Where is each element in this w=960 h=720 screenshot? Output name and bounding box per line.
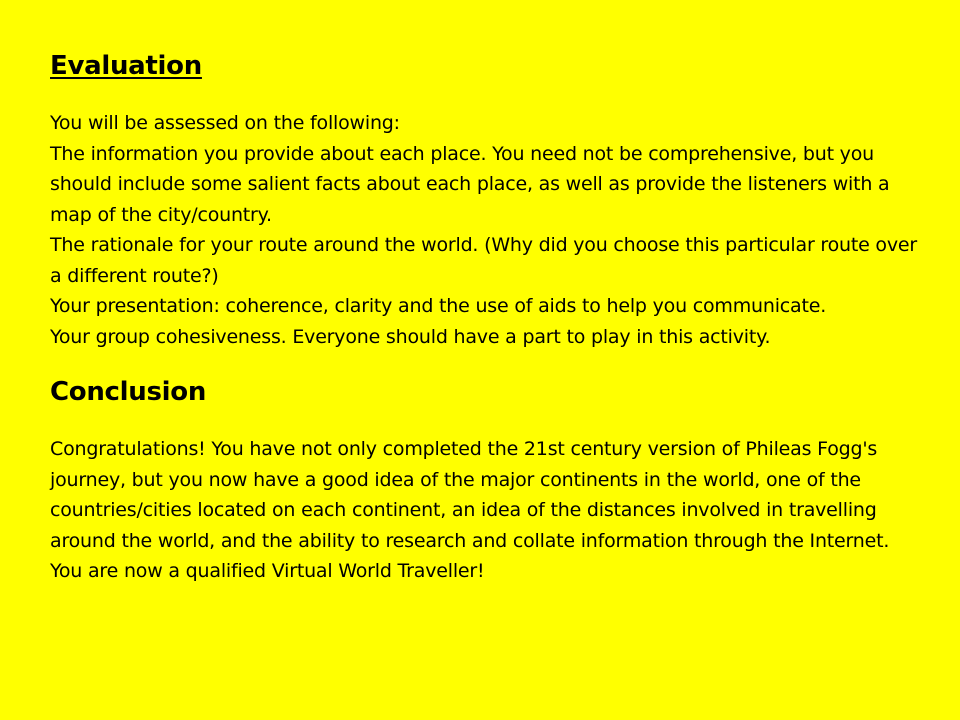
evaluation-criterion-information: The information you provide about each place. You need not be comprehensive, but you should include some salient facts about each place, as well as provide the listeners with a map of the city/country. <box>50 142 890 226</box>
evaluation-criterion-presentation: Your presentation: coherence, clarity and the use of aids to help you communicate. <box>50 295 827 317</box>
conclusion-body <box>50 434 920 587</box>
evaluation-criterion-cohesiveness: Your group cohesiveness. Everyone should have a part to play in this activity. <box>50 325 771 348</box>
section-spacer <box>50 352 920 370</box>
conclusion-closing: You are now a qualified Virtual World Traveller! <box>50 560 485 582</box>
evaluation-heading: Evaluation <box>50 51 202 81</box>
evaluation-criterion-rationale: The rationale for your route around the world. (Why did you choose this particular route over a different route?) <box>50 234 918 287</box>
evaluation-intro: You will be assessed on the following: <box>50 112 400 134</box>
evaluation-body <box>50 108 920 352</box>
conclusion-congratulations: Congratulations! You have not only completed the 21st century version of Phileas Fogg's journey, but you now have a good idea of the major continents in the world, one of the countries/cities located on each continent, an idea of the distances involved in travelling around the world, and the ability to research and collate information through the Internet. <box>50 438 890 552</box>
conclusion-heading: Conclusion <box>50 377 207 407</box>
